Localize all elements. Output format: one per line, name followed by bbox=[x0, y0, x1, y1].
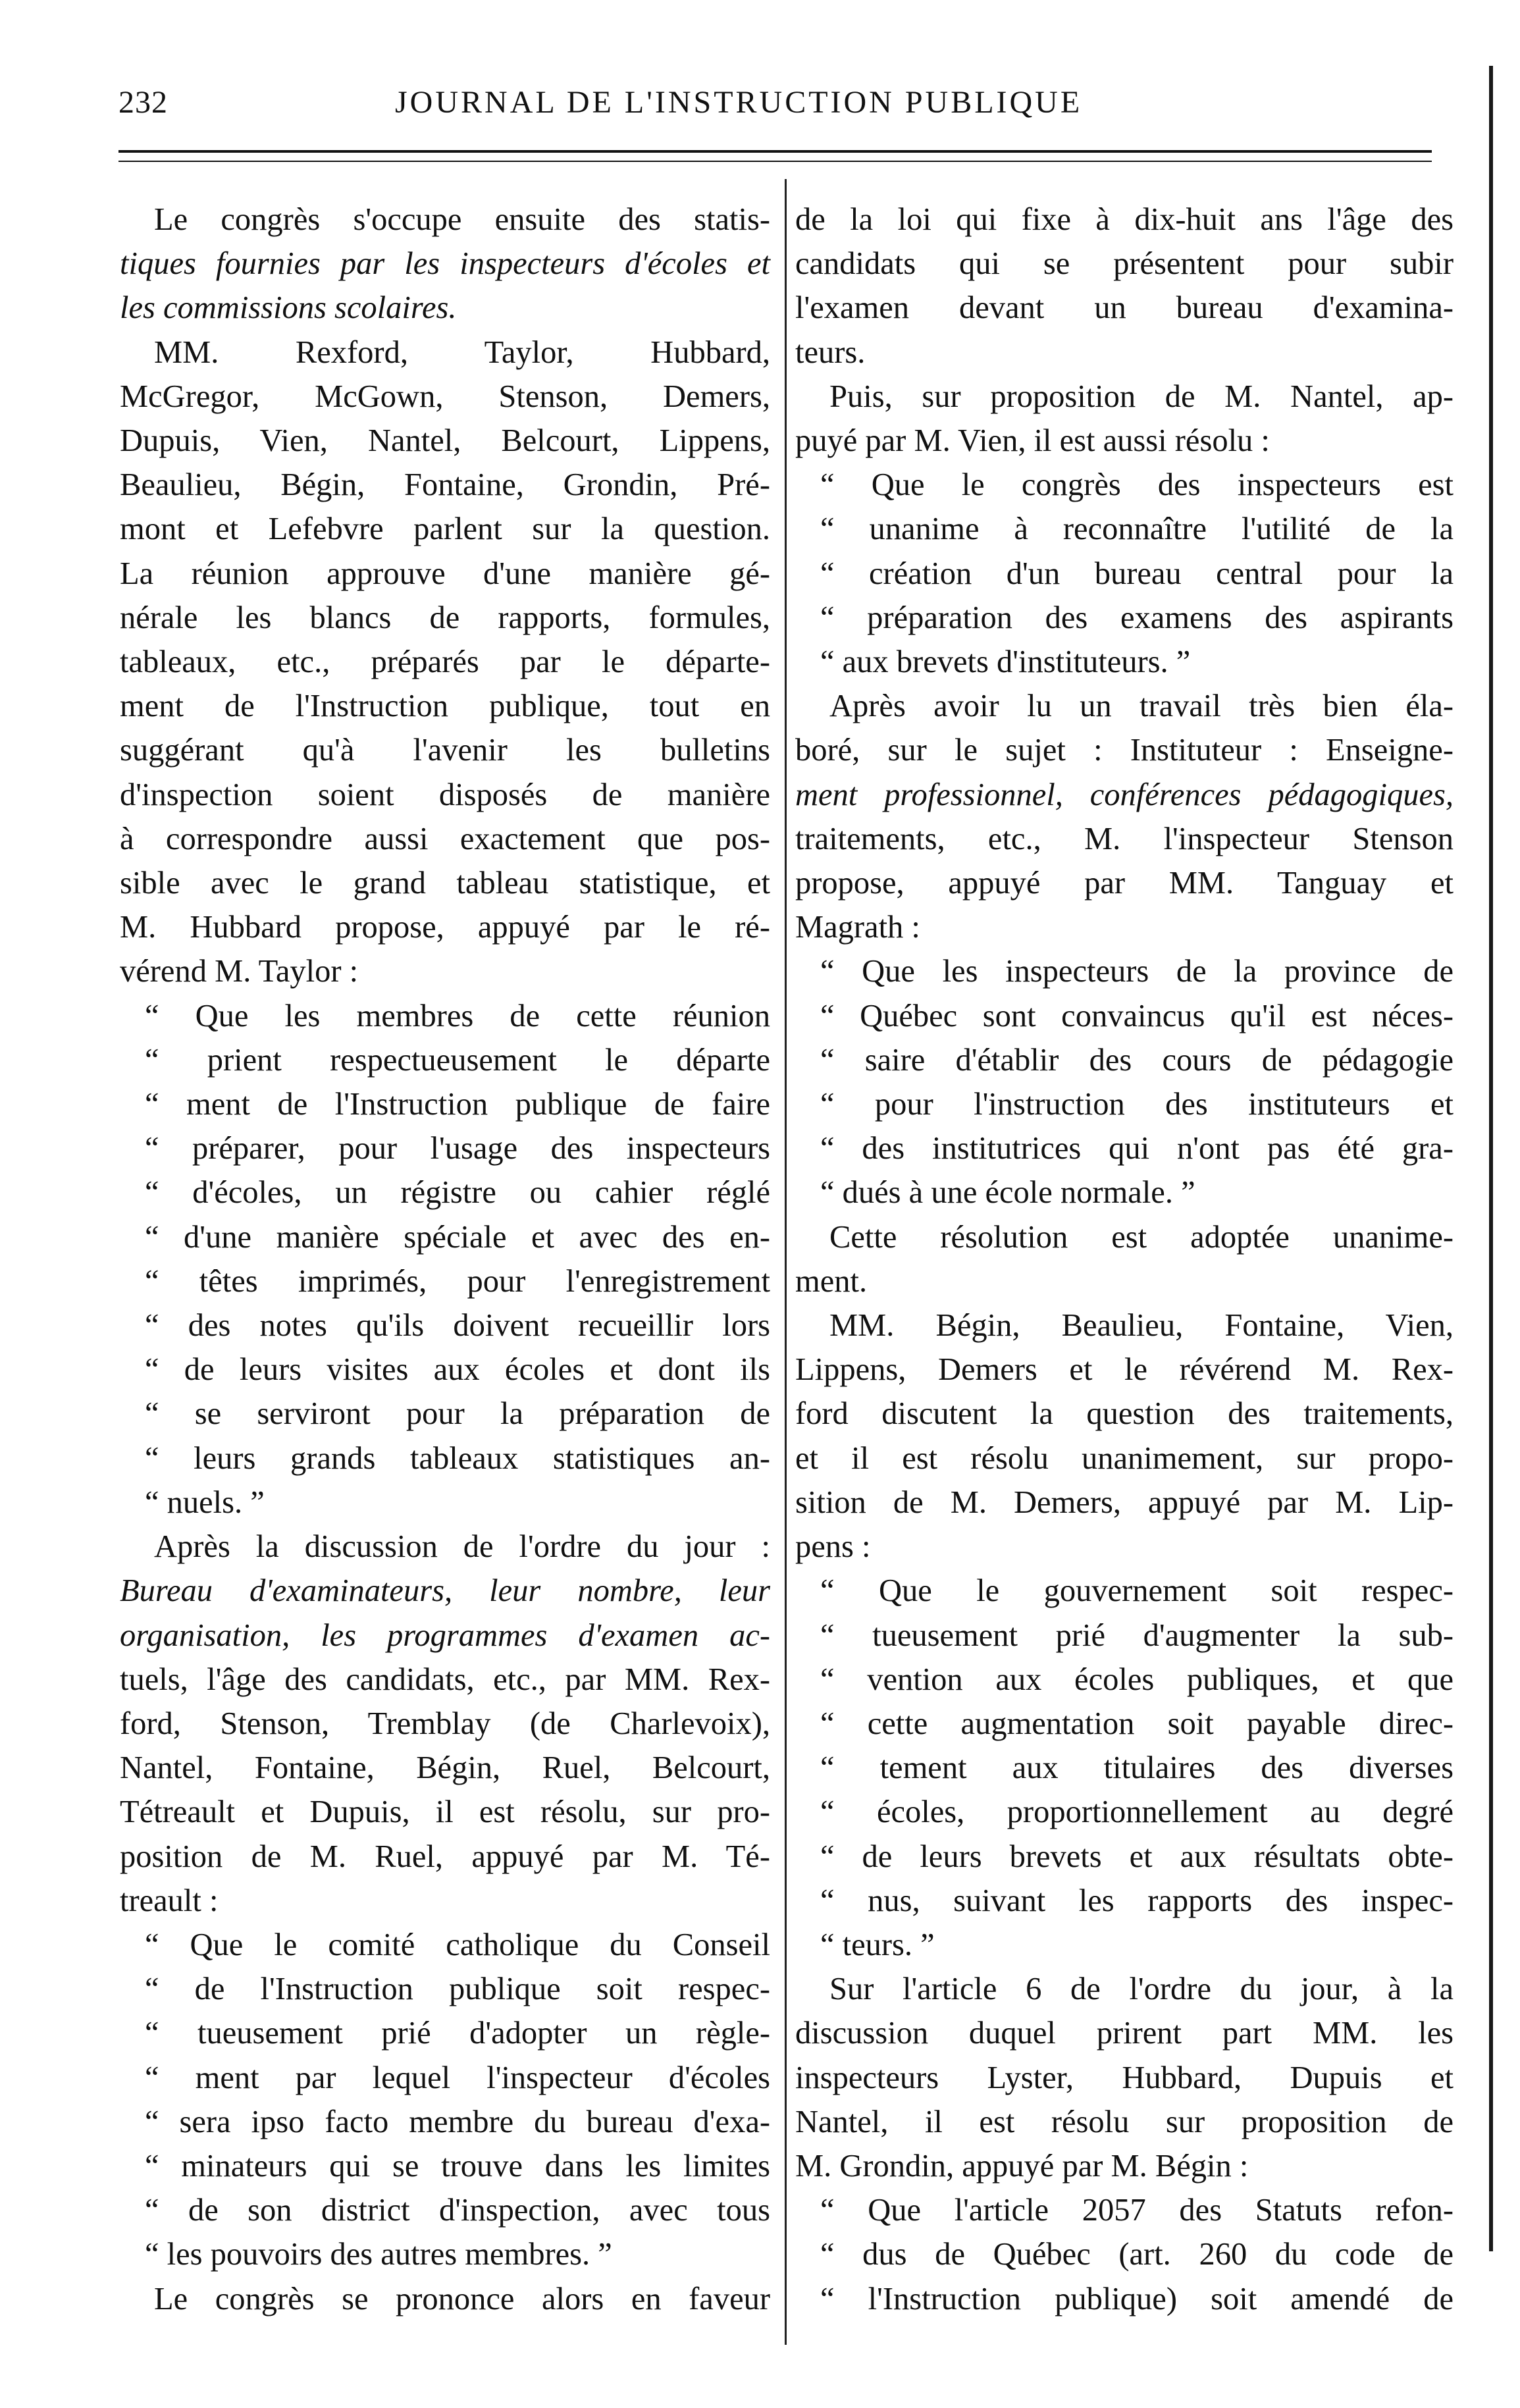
text-line: vérend M. Taylor : bbox=[120, 954, 359, 989]
quote-line: “ d'une manière spéciale et avec des en- bbox=[145, 1219, 770, 1255]
quote-line: “ nus, suivant les rapports des inspec- bbox=[820, 1883, 1454, 1918]
quote-line: “ Québec sont convaincus qu'il est néces- bbox=[820, 998, 1454, 1034]
text-line: ford discutent la question des traitements, bbox=[795, 1396, 1454, 1432]
text-line: Magrath : bbox=[795, 910, 920, 945]
text-line: sible avec le grand tableau statistique, et bbox=[120, 866, 770, 901]
quote-line: “ Que le gouvernement soit respec- bbox=[820, 1573, 1454, 1609]
quote-line: “ têtes imprimés, pour l'enregistrement bbox=[145, 1263, 770, 1299]
quote-line: “ l'Instruction publique) soit amendé de bbox=[820, 2281, 1454, 2316]
quote-line: “ de leurs brevets et aux résultats obte- bbox=[820, 1839, 1454, 1874]
text-line: mont et Lefebvre parlent sur la question. bbox=[120, 511, 770, 547]
text-line: La réunion approuve d'une manière gé- bbox=[120, 556, 770, 591]
column-divider bbox=[785, 179, 787, 2345]
text-line: Tétreault et Dupuis, il est résolu, sur pro- bbox=[120, 1794, 770, 1830]
text-line: Après avoir lu un travail très bien éla- bbox=[829, 689, 1454, 724]
header-rule-thick bbox=[118, 150, 1432, 153]
text-line: Bureau d'examinateurs, leur nombre, leur bbox=[120, 1573, 770, 1609]
quote-line: “ dués à une école normale. ” bbox=[820, 1175, 1195, 1211]
quote-line: “ Que le congrès des inspecteurs est bbox=[820, 467, 1454, 503]
quote-line: “ des institutrices qui n'ont pas été gra- bbox=[820, 1131, 1454, 1166]
running-title: JOURNAL DE L'INSTRUCTION PUBLIQUE bbox=[395, 85, 1083, 120]
text-line: Cette résolution est adoptée unanime- bbox=[829, 1219, 1454, 1255]
quote-line: “ écoles, proportionnellement au degré bbox=[820, 1794, 1454, 1830]
quote-line: “ leurs grands tableaux statistiques an- bbox=[145, 1440, 770, 1476]
text-line: M. Hubbard propose, appuyé par le ré- bbox=[120, 910, 770, 945]
quote-line: “ ment de l'Instruction publique de faire bbox=[145, 1087, 770, 1122]
text-line: MM. Rexford, Taylor, Hubbard, bbox=[154, 334, 770, 370]
text-line: Sur l'article 6 de l'ordre du jour, à la bbox=[829, 1972, 1454, 2007]
quote-line: “ pour l'instruction des instituteurs et bbox=[820, 1087, 1454, 1122]
quote-line: “ préparation des examens des aspirants bbox=[820, 600, 1454, 635]
quote-line: “ prient respectueusement le départe bbox=[145, 1042, 770, 1078]
quote-line: “ Que les membres de cette réunion bbox=[145, 998, 770, 1034]
text-line: organisation, les programmes d'examen ac- bbox=[120, 1617, 770, 1653]
quote-line: “ sera ipso facto membre du bureau d'exa- bbox=[145, 2104, 770, 2139]
text-line: tuels, l'âge des candidats, etc., par MM. Rex- bbox=[120, 1662, 770, 1697]
quote-line: “ cette augmentation soit payable direc- bbox=[820, 1706, 1454, 1741]
quote-line: “ de leurs visites aux écoles et dont ils bbox=[145, 1352, 770, 1388]
text-line: et il est résolu unanimement, sur propo- bbox=[795, 1440, 1454, 1476]
quote-line: “ d'écoles, un régistre ou cahier réglé bbox=[145, 1175, 770, 1211]
quote-line: “ vention aux écoles publiques, et que bbox=[820, 1662, 1454, 1697]
quote-line: “ Que les inspecteurs de la province de bbox=[820, 954, 1454, 989]
text-line: Puis, sur proposition de M. Nantel, ap- bbox=[829, 379, 1454, 414]
left-column bbox=[120, 197, 770, 2321]
page-header bbox=[118, 84, 1376, 137]
text-line: nérale les blancs de rapports, formules, bbox=[120, 600, 770, 635]
quote-line: “ des notes qu'ils doivent recueillir lors bbox=[145, 1308, 770, 1344]
quote-line: “ création d'un bureau central pour la bbox=[820, 556, 1454, 591]
quote-line: “ teurs. ” bbox=[820, 1927, 935, 1962]
text-line: Après la discussion de l'ordre du jour : bbox=[154, 1529, 770, 1565]
text-line: à correspondre aussi exactement que pos- bbox=[120, 821, 770, 856]
quote-line: “ Que l'article 2057 des Statuts refon- bbox=[820, 2193, 1454, 2228]
text-line: ment de l'Instruction publique, tout en bbox=[120, 689, 770, 724]
text-line: d'inspection soient disposés de manière bbox=[120, 777, 770, 812]
text-line: M. Grondin, appuyé par M. Bégin : bbox=[795, 2148, 1249, 2184]
text-line: propose, appuyé par MM. Tanguay et bbox=[795, 866, 1454, 901]
text-line: Nantel, Fontaine, Bégin, Ruel, Belcourt, bbox=[120, 1750, 770, 1786]
text-line: Beaulieu, Bégin, Fontaine, Grondin, Pré- bbox=[120, 467, 770, 503]
quote-line: “ les pouvoirs des autres membres. ” bbox=[145, 2237, 612, 2272]
page-edge-shadow bbox=[1489, 66, 1493, 2251]
text-line: treault : bbox=[120, 1883, 219, 1918]
text-line: traitements, etc., M. l'inspecteur Stenson bbox=[795, 821, 1454, 856]
text-line: discussion duquel prirent part MM. les bbox=[795, 2016, 1454, 2051]
quote-line: “ de l'Instruction publique soit respec- bbox=[145, 1972, 770, 2007]
quote-line: “ tueusement prié d'augmenter la sub- bbox=[820, 1617, 1454, 1653]
text-line: inspecteurs Lyster, Hubbard, Dupuis et bbox=[795, 2060, 1454, 2095]
quote-line: “ saire d'établir des cours de pédagogie bbox=[820, 1042, 1454, 1078]
text-line: ment. bbox=[795, 1263, 868, 1299]
quote-line: “ tement aux titulaires des diverses bbox=[820, 1750, 1454, 1786]
quote-line: “ ment par lequel l'inspecteur d'écoles bbox=[145, 2060, 770, 2095]
header-rule-thin bbox=[118, 161, 1432, 162]
quote-line: “ tueusement prié d'adopter un règle- bbox=[145, 2016, 770, 2051]
text-line: Dupuis, Vien, Nantel, Belcourt, Lippens, bbox=[120, 423, 770, 459]
text-line: les commissions scolaires. bbox=[120, 290, 457, 326]
quote-line: “ se serviront pour la préparation de bbox=[145, 1396, 770, 1432]
text-line: pens : bbox=[795, 1529, 871, 1565]
text-line: tableaux, etc., préparés par le départe- bbox=[120, 644, 770, 680]
text-line: tiques fournies par les inspecteurs d'écoles et bbox=[120, 246, 770, 282]
text-line: suggérant qu'à l'avenir les bulletins bbox=[120, 733, 770, 768]
quote-line: “ Que le comité catholique du Conseil bbox=[145, 1927, 770, 1962]
text-line: puyé par M. Vien, il est aussi résolu : bbox=[795, 423, 1270, 459]
quote-line: “ dus de Québec (art. 260 du code de bbox=[820, 2237, 1454, 2272]
text-line: Nantel, il est résolu sur proposition de bbox=[795, 2104, 1454, 2139]
quote-line: “ préparer, pour l'usage des inspecteurs bbox=[145, 1131, 770, 1166]
text-line: candidats qui se présentent pour subir bbox=[795, 246, 1454, 282]
text-line: l'examen devant un bureau d'examina- bbox=[795, 290, 1454, 326]
text-line: Lippens, Demers et le révérend M. Rex- bbox=[795, 1352, 1454, 1388]
quote-line: “ unanime à reconnaître l'utilité de la bbox=[820, 511, 1454, 547]
quote-line: “ de son district d'inspection, avec tous bbox=[145, 2193, 770, 2228]
page-number: 232 bbox=[118, 85, 168, 120]
text-line: Le congrès s'occupe ensuite des statis- bbox=[154, 202, 770, 237]
text-line: McGregor, McGown, Stenson, Demers, bbox=[120, 379, 770, 414]
text-line: ford, Stenson, Tremblay (de Charlevoix), bbox=[120, 1706, 770, 1741]
quote-line: “ nuels. ” bbox=[145, 1484, 265, 1520]
text-line: sition de M. Demers, appuyé par M. Lip- bbox=[795, 1484, 1454, 1520]
text-line: ment professionnel, conférences pédagogiques, bbox=[795, 777, 1454, 812]
text-line: de la loi qui fixe à dix-huit ans l'âge des bbox=[795, 202, 1454, 237]
text-line: boré, sur le sujet : Instituteur : Enseigne- bbox=[795, 733, 1454, 768]
text-line: position de M. Ruel, appuyé par M. Té- bbox=[120, 1839, 770, 1874]
text-line: MM. Bégin, Beaulieu, Fontaine, Vien, bbox=[829, 1308, 1454, 1344]
text-line: teurs. bbox=[795, 334, 866, 370]
right-column bbox=[795, 197, 1454, 2321]
quote-line: “ minateurs qui se trouve dans les limites bbox=[145, 2148, 770, 2184]
text-line: Le congrès se prononce alors en faveur bbox=[154, 2281, 770, 2316]
quote-line: “ aux brevets d'instituteurs. ” bbox=[820, 644, 1191, 680]
